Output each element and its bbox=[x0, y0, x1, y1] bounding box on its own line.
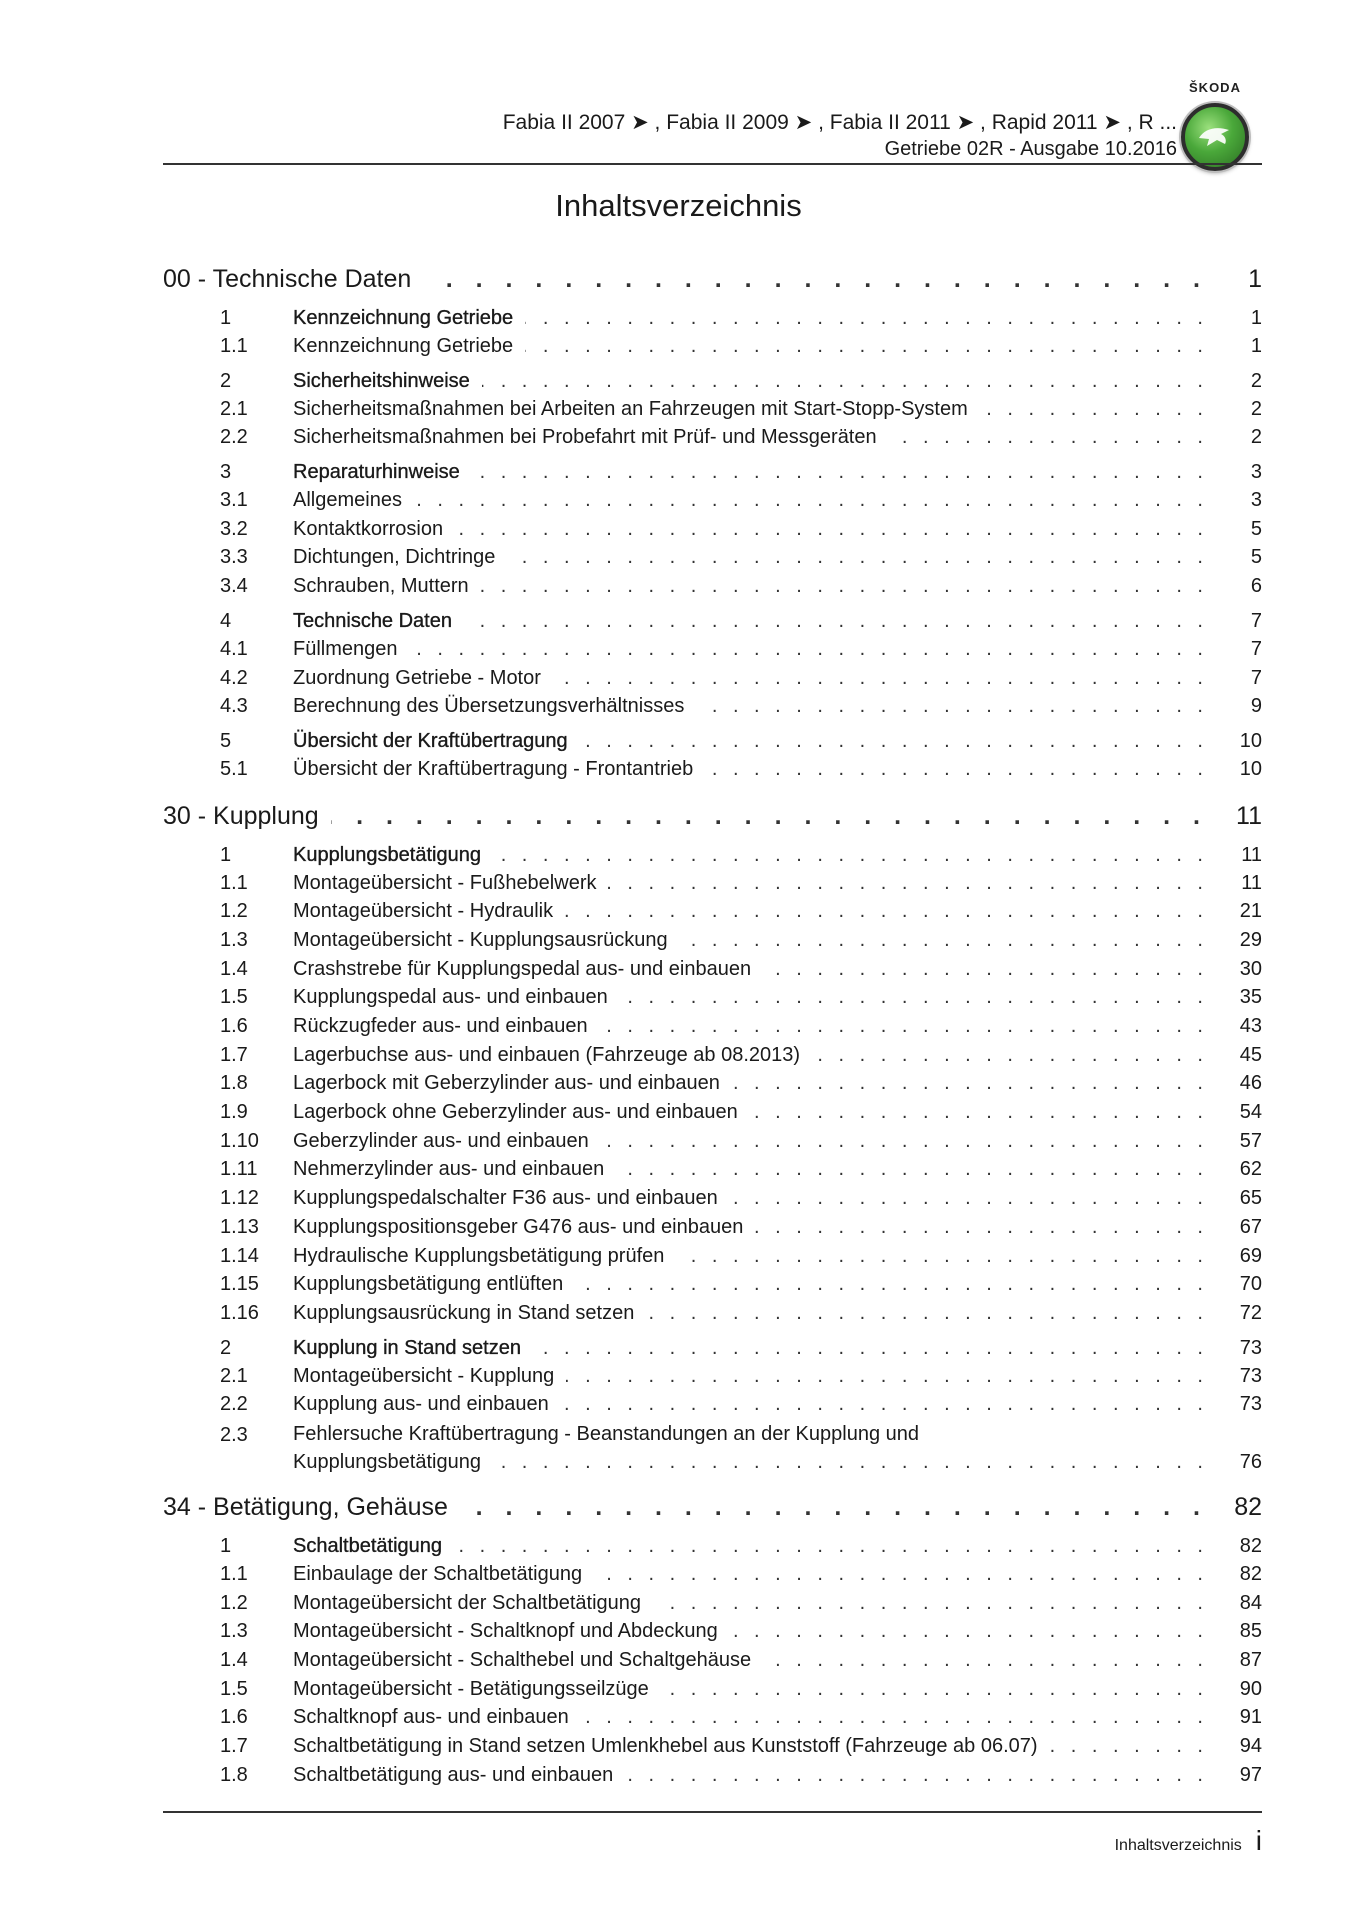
section-number: 2 bbox=[220, 369, 232, 392]
dot-leader bbox=[454, 1535, 1208, 1558]
toc-item[interactable] bbox=[163, 1592, 1262, 1621]
item-title: Schaltbetätigung in Stand setzen Umlenkhebel aus Kunststoff (Fahrzeuge ab 06.07) bbox=[293, 1735, 1038, 1758]
chapter-title: 34 - Betätigung, Gehäuse bbox=[163, 1492, 448, 1521]
section-page: 7 bbox=[1250, 609, 1262, 632]
item-page: 21 bbox=[1239, 900, 1262, 923]
toc-item[interactable] bbox=[163, 1735, 1262, 1764]
item-page: 1 bbox=[1250, 335, 1262, 357]
section-title: Technische Daten bbox=[293, 609, 452, 632]
item-page: 91 bbox=[1239, 1706, 1262, 1729]
dot-leader bbox=[331, 802, 1208, 831]
item-title-line2-row bbox=[293, 1448, 1262, 1476]
item-page: 5 bbox=[1250, 546, 1262, 569]
dot-leader bbox=[1050, 1735, 1208, 1758]
item-number: 1.5 bbox=[220, 1677, 248, 1700]
item-number: 1.13 bbox=[220, 1215, 259, 1238]
item-number: 3.3 bbox=[220, 546, 248, 569]
dot-leader bbox=[482, 370, 1208, 393]
item-page: 65 bbox=[1239, 1187, 1262, 1210]
item-number: 1.4 bbox=[220, 957, 248, 980]
item-title: Montageübersicht - Schaltknopf und Abdeckung bbox=[293, 1620, 718, 1643]
dot-leader bbox=[732, 1072, 1208, 1095]
header-rule bbox=[163, 163, 1262, 165]
toc-item[interactable] bbox=[163, 575, 1262, 604]
toc-chapter-00[interactable] bbox=[163, 265, 1262, 301]
toc-item[interactable] bbox=[163, 1072, 1262, 1101]
toc-item[interactable] bbox=[163, 1649, 1262, 1678]
section-number: 5 bbox=[220, 729, 232, 752]
item-number: 1.4 bbox=[220, 1649, 248, 1671]
dot-leader bbox=[493, 1448, 1208, 1476]
item-page: 70 bbox=[1239, 1273, 1262, 1296]
item-page: 73 bbox=[1239, 1364, 1262, 1387]
toc-item[interactable] bbox=[163, 489, 1262, 518]
footer-label: Inhaltsverzeichnis bbox=[1114, 1837, 1242, 1854]
item-number: 4.3 bbox=[220, 695, 248, 718]
brand-block bbox=[1173, 80, 1257, 171]
item-title: Montageübersicht - Schalthebel und Schaltgehäuse bbox=[293, 1649, 752, 1671]
toc-item[interactable] bbox=[163, 958, 1262, 987]
table-of-contents bbox=[163, 265, 1262, 1792]
item-number: 1.16 bbox=[220, 1301, 259, 1324]
toc-chapter-34[interactable] bbox=[163, 1493, 1262, 1529]
item-number: 1.8 bbox=[220, 1072, 248, 1095]
toc-item[interactable] bbox=[163, 872, 1262, 901]
dot-leader bbox=[755, 1216, 1208, 1239]
dot-leader bbox=[455, 518, 1208, 541]
toc-item[interactable] bbox=[163, 1563, 1262, 1592]
item-title: Zuordnung Getriebe - Motor bbox=[293, 666, 541, 689]
item-page: 2 bbox=[1250, 426, 1262, 449]
toc-item[interactable] bbox=[163, 1706, 1262, 1735]
item-number: 5.1 bbox=[220, 757, 248, 780]
toc-item[interactable] bbox=[163, 1365, 1262, 1394]
item-title-line2: Kupplungsbetätigung bbox=[293, 1450, 481, 1473]
item-number: 1.7 bbox=[220, 1735, 248, 1758]
item-title: Kupplungsausrückung in Stand setzen bbox=[293, 1301, 635, 1324]
item-title: Crashstrebe für Kupplungspedal aus- und einbauen bbox=[293, 957, 752, 980]
item-title: Hydraulische Kupplungsbetätigung prüfen bbox=[293, 1244, 665, 1267]
section-title: Sicherheitshinweise bbox=[293, 369, 470, 392]
item-page: 43 bbox=[1239, 1015, 1262, 1037]
toc-item[interactable] bbox=[163, 929, 1262, 958]
toc-item[interactable] bbox=[163, 1422, 1262, 1478]
section-page: 2 bbox=[1250, 369, 1262, 392]
toc-item[interactable] bbox=[163, 398, 1262, 427]
item-title: Kupplungspositionsgeber G476 aus- und einbauen bbox=[293, 1215, 744, 1238]
dot-leader bbox=[575, 1273, 1208, 1296]
dot-leader bbox=[763, 958, 1208, 981]
item-page: 72 bbox=[1239, 1301, 1262, 1324]
item-number: 3.1 bbox=[220, 489, 248, 512]
item-number: 4.1 bbox=[220, 637, 248, 660]
item-title: Kupplungsbetätigung entlüften bbox=[293, 1273, 564, 1296]
section-number: 2 bbox=[220, 1336, 232, 1359]
item-page: 46 bbox=[1239, 1072, 1262, 1095]
item-page: 76 bbox=[1239, 1450, 1262, 1473]
dot-leader bbox=[625, 1764, 1208, 1787]
item-title: Montageübersicht der Schaltbetätigung bbox=[293, 1591, 642, 1614]
item-number: 2.1 bbox=[220, 397, 248, 420]
item-number: 1.6 bbox=[220, 1706, 248, 1729]
item-number: 3.2 bbox=[220, 517, 248, 540]
skoda-logo-icon bbox=[1181, 103, 1249, 171]
brand-name: ŠKODA bbox=[1189, 80, 1241, 95]
dot-leader bbox=[525, 335, 1208, 358]
item-page: 45 bbox=[1239, 1043, 1262, 1066]
chapter-title: 00 - Technische Daten bbox=[163, 265, 412, 293]
item-page: 3 bbox=[1250, 489, 1262, 512]
chapter-page: 11 bbox=[1236, 801, 1262, 830]
item-title: Kontaktkorrosion bbox=[293, 517, 444, 540]
section-number: 4 bbox=[220, 609, 232, 632]
item-page: 29 bbox=[1239, 928, 1262, 951]
toc-section[interactable] bbox=[163, 1535, 1262, 1563]
page-title: Inhaltsverzeichnis bbox=[555, 188, 802, 223]
item-title: Schaltbetätigung aus- und einbauen bbox=[293, 1763, 614, 1786]
item-page: 94 bbox=[1239, 1735, 1262, 1758]
item-page: 85 bbox=[1239, 1620, 1262, 1643]
section-number: 1 bbox=[220, 307, 232, 329]
chapter-page: 1 bbox=[1248, 265, 1262, 293]
toc-item[interactable] bbox=[163, 1393, 1262, 1422]
toc-item[interactable] bbox=[163, 1273, 1262, 1302]
item-page: 73 bbox=[1239, 1393, 1262, 1416]
item-page: 62 bbox=[1239, 1158, 1262, 1181]
dot-leader bbox=[889, 426, 1208, 449]
dot-leader bbox=[676, 1245, 1208, 1268]
dot-leader bbox=[410, 638, 1208, 661]
dot-leader bbox=[680, 929, 1208, 952]
item-title: Berechnung des Übersetzungsverhältnisses bbox=[293, 695, 685, 718]
toc-chapter-30[interactable] bbox=[163, 802, 1262, 838]
item-number: 1.7 bbox=[220, 1043, 248, 1066]
dot-leader bbox=[472, 461, 1208, 484]
dot-leader bbox=[661, 1678, 1208, 1701]
dot-leader bbox=[414, 489, 1208, 512]
toc-item[interactable] bbox=[163, 695, 1262, 724]
item-page: 67 bbox=[1239, 1215, 1262, 1238]
section-page: 82 bbox=[1239, 1534, 1262, 1557]
dot-leader bbox=[608, 872, 1208, 895]
section-number: 1 bbox=[220, 1534, 232, 1557]
dot-leader bbox=[705, 758, 1208, 781]
item-title: Schrauben, Muttern bbox=[293, 575, 469, 598]
item-page: 30 bbox=[1239, 957, 1262, 980]
section-page: 11 bbox=[1241, 843, 1262, 866]
item-number: 1.2 bbox=[220, 900, 248, 923]
section-page: 3 bbox=[1250, 461, 1262, 484]
item-number: 4.2 bbox=[220, 666, 248, 689]
item-number: 2.1 bbox=[220, 1364, 248, 1387]
item-page: 84 bbox=[1239, 1591, 1262, 1614]
page-footer bbox=[1115, 1825, 1262, 1857]
toc-item[interactable] bbox=[163, 546, 1262, 575]
section-title: Reparaturhinweise bbox=[293, 461, 460, 484]
section-page: 10 bbox=[1239, 729, 1262, 752]
toc-item[interactable] bbox=[163, 1216, 1262, 1245]
toc-section[interactable] bbox=[163, 610, 1262, 638]
item-page: 87 bbox=[1239, 1649, 1262, 1671]
item-title: Kupplung aus- und einbauen bbox=[293, 1393, 549, 1416]
toc-item[interactable] bbox=[163, 518, 1262, 547]
item-title: Allgemeines bbox=[293, 489, 402, 512]
item-title: Rückzugfeder aus- und einbauen bbox=[293, 1015, 588, 1037]
item-page: 97 bbox=[1239, 1763, 1262, 1786]
toc-item[interactable] bbox=[163, 1044, 1262, 1073]
item-title: Dichtungen, Dichtringe bbox=[293, 546, 496, 569]
dot-leader bbox=[646, 1302, 1208, 1325]
toc-item[interactable] bbox=[163, 1158, 1262, 1187]
vehicle-models: Fabia II 2007 ➤ , Fabia II 2009 ➤ , Fabia II 2011 ➤ , Rapid 2011 ➤ , R ... bbox=[502, 111, 1177, 134]
item-title: Lagerbock mit Geberzylinder aus- und einbauen bbox=[293, 1072, 720, 1095]
section-page: 73 bbox=[1239, 1336, 1262, 1359]
item-page: 82 bbox=[1239, 1562, 1262, 1585]
item-page: 35 bbox=[1239, 986, 1262, 1009]
dot-leader bbox=[730, 1620, 1208, 1643]
item-title-block bbox=[293, 1420, 1262, 1476]
item-title: Montageübersicht - Kupplungsausrückung bbox=[293, 928, 668, 951]
item-title: Sicherheitsmaßnahmen bei Probefahrt mit Prüf- und Messgeräten bbox=[293, 426, 877, 449]
toc-item[interactable] bbox=[163, 638, 1262, 667]
item-number: 1.1 bbox=[220, 335, 248, 357]
section-number: 1 bbox=[220, 843, 232, 866]
item-page: 69 bbox=[1239, 1244, 1262, 1267]
dot-leader bbox=[581, 1706, 1208, 1729]
dot-leader bbox=[616, 1158, 1208, 1181]
item-number: 1.3 bbox=[220, 928, 248, 951]
footer-page-number: i bbox=[1255, 1825, 1262, 1856]
section-title: Kennzeichnung Getriebe bbox=[293, 307, 514, 329]
item-title: Montageübersicht - Betätigungsseilzüge bbox=[293, 1677, 649, 1700]
dot-leader bbox=[561, 1393, 1208, 1416]
toc-item[interactable] bbox=[163, 1015, 1262, 1044]
dot-leader bbox=[464, 610, 1208, 633]
item-title: Kennzeichnung Getriebe bbox=[293, 335, 514, 357]
item-title-line1: Fehlersuche Kraftübertragung - Beanstandungen an der Kupplung und bbox=[293, 1422, 920, 1445]
dot-leader bbox=[565, 900, 1208, 923]
dot-leader bbox=[507, 546, 1208, 569]
toc-item[interactable] bbox=[163, 1620, 1262, 1649]
section-title: Schaltbetätigung bbox=[293, 1534, 443, 1557]
page-header bbox=[503, 110, 1177, 162]
toc-item[interactable] bbox=[163, 1245, 1262, 1274]
toc-item[interactable] bbox=[163, 1130, 1262, 1159]
dot-leader bbox=[594, 1563, 1208, 1586]
item-number: 1.10 bbox=[220, 1129, 259, 1152]
dot-leader bbox=[460, 1493, 1208, 1522]
item-page: 9 bbox=[1250, 695, 1262, 718]
item-number: 1.3 bbox=[220, 1620, 248, 1643]
dot-leader bbox=[812, 1044, 1208, 1067]
toc-section[interactable] bbox=[163, 844, 1262, 872]
item-title: Füllmengen bbox=[293, 637, 398, 660]
toc-item[interactable] bbox=[163, 426, 1262, 455]
item-page: 57 bbox=[1239, 1129, 1262, 1152]
toc-item[interactable] bbox=[163, 986, 1262, 1015]
toc-item[interactable] bbox=[163, 900, 1262, 929]
item-page: 11 bbox=[1241, 871, 1262, 894]
toc-section[interactable] bbox=[163, 730, 1262, 758]
item-page: 90 bbox=[1239, 1677, 1262, 1700]
toc-item[interactable] bbox=[163, 1101, 1262, 1130]
dot-leader bbox=[481, 575, 1208, 598]
item-number: 2.2 bbox=[220, 426, 248, 449]
item-number: 2.3 bbox=[220, 1423, 248, 1446]
item-title: Nehmerzylinder aus- und einbauen bbox=[293, 1158, 605, 1181]
dot-leader bbox=[730, 1187, 1208, 1210]
dot-leader bbox=[620, 986, 1208, 1009]
item-page: 10 bbox=[1239, 757, 1262, 780]
item-page: 2 bbox=[1250, 397, 1262, 420]
item-page: 7 bbox=[1250, 637, 1262, 660]
item-title: Lagerbock ohne Geberzylinder aus- und einbauen bbox=[293, 1101, 738, 1124]
toc-section[interactable] bbox=[163, 307, 1262, 335]
item-number: 1.1 bbox=[220, 1562, 248, 1585]
item-number: 1.11 bbox=[220, 1158, 258, 1181]
item-title: Montageübersicht - Kupplung bbox=[293, 1364, 555, 1387]
toc-item[interactable] bbox=[163, 1764, 1262, 1793]
section-number: 3 bbox=[220, 461, 232, 484]
section-title: Kupplungsbetätigung bbox=[293, 843, 481, 866]
toc-item[interactable] bbox=[163, 1302, 1262, 1331]
item-number: 1.8 bbox=[220, 1763, 248, 1786]
item-title: Einbaulage der Schaltbetätigung bbox=[293, 1562, 583, 1585]
dot-leader bbox=[533, 1337, 1208, 1360]
item-title: Geberzylinder aus- und einbauen bbox=[293, 1129, 589, 1152]
dot-leader bbox=[600, 1015, 1208, 1038]
item-title: Lagerbuchse aus- und einbauen (Fahrzeuge ab 08.2013) bbox=[293, 1043, 801, 1066]
toc-item[interactable] bbox=[163, 1187, 1262, 1216]
item-title: Übersicht der Kraftübertragung - Frontantrieb bbox=[293, 757, 694, 780]
item-title: Schaltknopf aus- und einbauen bbox=[293, 1706, 569, 1729]
item-number: 3.4 bbox=[220, 575, 248, 598]
dot-leader bbox=[763, 1649, 1208, 1672]
item-number: 1.2 bbox=[220, 1591, 248, 1614]
item-title: Kupplungspedal aus- und einbauen bbox=[293, 986, 608, 1009]
edition-info: Getriebe 02R - Ausgabe 10.2016 bbox=[884, 138, 1177, 160]
section-title: Kupplung in Stand setzen bbox=[293, 1336, 521, 1359]
chapter-title: 30 - Kupplung bbox=[163, 801, 319, 830]
toc-item[interactable] bbox=[163, 667, 1262, 696]
item-number: 1.12 bbox=[220, 1187, 259, 1210]
toc-item[interactable] bbox=[163, 758, 1262, 787]
footer-rule bbox=[163, 1811, 1262, 1813]
toc-item[interactable] bbox=[163, 335, 1262, 364]
dot-leader bbox=[653, 1592, 1208, 1615]
dot-leader bbox=[980, 398, 1208, 421]
chapter-page: 82 bbox=[1234, 1492, 1262, 1521]
section-title: Übersicht der Kraftübertragung bbox=[293, 729, 568, 752]
toc-section[interactable] bbox=[163, 1337, 1262, 1365]
item-number: 1.5 bbox=[220, 986, 248, 1009]
toc-section[interactable] bbox=[163, 461, 1262, 489]
item-title: Montageübersicht - Hydraulik bbox=[293, 900, 554, 923]
item-title: Sicherheitsmaßnahmen bei Arbeiten an Fahrzeugen mit Start-Stopp-System bbox=[293, 397, 968, 420]
dot-leader bbox=[525, 307, 1208, 330]
item-number: 1.6 bbox=[220, 1015, 248, 1037]
item-title: Montageübersicht - Fußhebelwerk bbox=[293, 871, 597, 894]
dot-leader bbox=[750, 1101, 1208, 1124]
toc-section[interactable] bbox=[163, 370, 1262, 398]
item-title: Kupplungspedalschalter F36 aus- und einbauen bbox=[293, 1187, 718, 1210]
item-page: 7 bbox=[1250, 666, 1262, 689]
item-page: 6 bbox=[1250, 575, 1262, 598]
item-number: 1.14 bbox=[220, 1244, 259, 1267]
item-number: 1.1 bbox=[220, 871, 248, 894]
dot-leader bbox=[696, 695, 1208, 718]
item-page: 5 bbox=[1250, 517, 1262, 540]
item-number: 2.2 bbox=[220, 1393, 248, 1416]
dot-leader bbox=[493, 844, 1208, 867]
item-page: 54 bbox=[1239, 1101, 1262, 1124]
dot-leader bbox=[553, 667, 1208, 690]
item-number: 1.15 bbox=[220, 1273, 259, 1296]
dot-leader bbox=[423, 265, 1208, 294]
item-number: 1.9 bbox=[220, 1101, 248, 1124]
toc-item[interactable] bbox=[163, 1678, 1262, 1707]
dot-leader bbox=[601, 1130, 1208, 1153]
dot-leader bbox=[580, 730, 1208, 753]
dot-leader bbox=[566, 1365, 1208, 1388]
section-page: 1 bbox=[1250, 307, 1262, 329]
